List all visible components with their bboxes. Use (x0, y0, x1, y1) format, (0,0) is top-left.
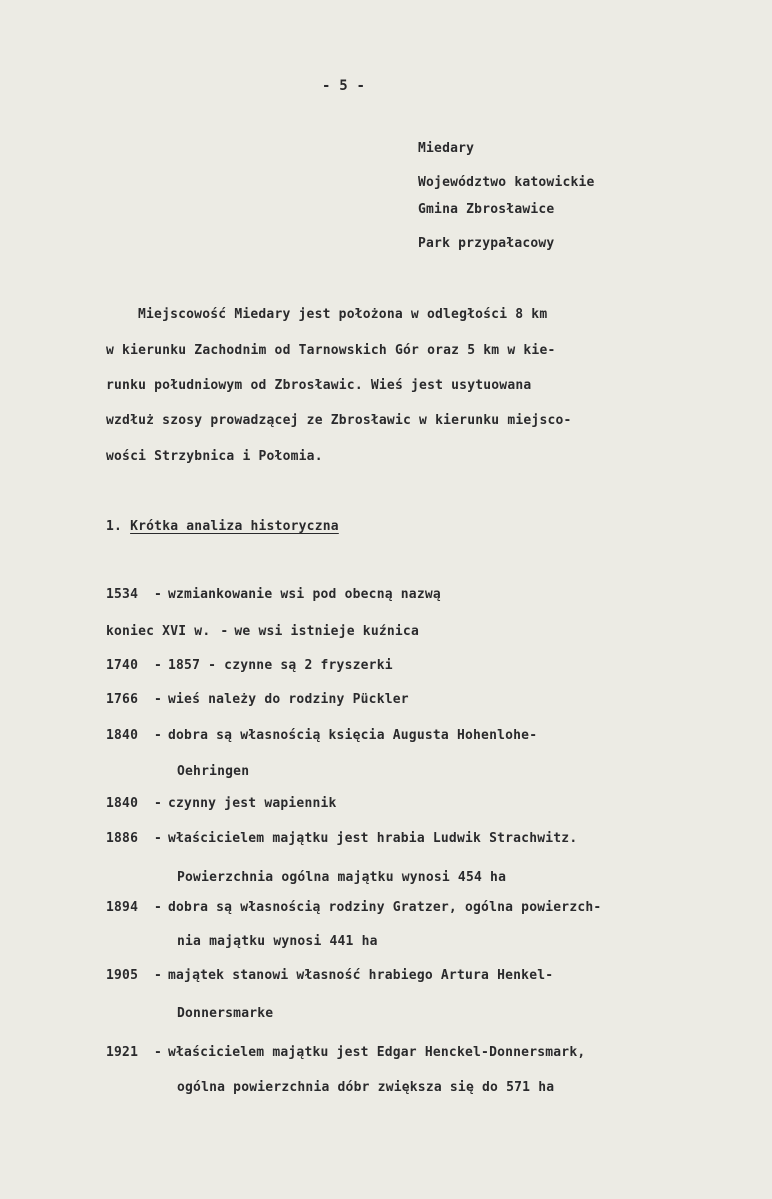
timeline-entry (106, 728, 537, 743)
timeline-text: czynny jest wapiennik (168, 796, 337, 811)
timeline-text-continuation: ogólna powierzchnia dóbr zwiększa się do 571 ha (177, 1080, 555, 1095)
timeline-text-continuation: nia majątku wynosi 441 ha (177, 934, 378, 949)
timeline-entry (106, 796, 337, 811)
timeline-year: 1534 (106, 587, 139, 602)
timeline-entry (106, 900, 601, 915)
timeline-entry (106, 587, 441, 602)
timeline-entry (106, 624, 419, 639)
timeline-dash: - (153, 796, 163, 811)
timeline-text: dobra są własnością księcia Augusta Hohenlohe- (168, 728, 538, 743)
timeline-text: właścicielem majątku jest Edgar Henckel-Donnersmark, (168, 1045, 586, 1060)
header-commune: Gmina Zbrosławice (418, 202, 555, 217)
timeline-entry (106, 692, 409, 707)
timeline-text: we wsi istnieje kuźnica (234, 624, 419, 639)
timeline-year: 1905 (106, 968, 139, 983)
timeline-entry (106, 831, 577, 846)
timeline-year: 1766 (106, 692, 139, 707)
timeline-text: wieś należy do rodziny Pückler (168, 692, 409, 707)
timeline-text: wzmiankowanie wsi pod obecną nazwą (168, 587, 441, 602)
intro-line: w kierunku Zachodnim od Tarnowskich Gór oraz 5 km w kie- (106, 343, 556, 358)
timeline-year: 1894 (106, 900, 139, 915)
timeline-dash: - (153, 968, 163, 983)
timeline-year: 1740 (106, 658, 139, 673)
timeline-entry (106, 1045, 585, 1060)
header-voivodeship: Województwo katowickie (418, 175, 595, 190)
timeline-entry (106, 968, 553, 983)
section-heading (106, 519, 339, 534)
timeline-dash: - (153, 587, 163, 602)
timeline-dash: - (153, 728, 163, 743)
timeline-year: 1921 (106, 1045, 139, 1060)
timeline-text: 1857 - czynne są 2 fryszerki (168, 658, 393, 673)
header-park-type: Park przypałacowy (418, 236, 555, 251)
intro-line: wzdłuż szosy prowadzącej ze Zbrosławic w kierunku miejsco- (106, 413, 572, 428)
timeline-year: koniec XVI w. (106, 624, 211, 639)
timeline-dash: - (153, 831, 163, 846)
timeline-dash: - (153, 900, 163, 915)
section-title: Krótka analiza historyczna (130, 519, 339, 534)
timeline-entry (106, 658, 393, 673)
timeline-dash: - (220, 624, 229, 639)
timeline-text: dobra są własnością rodziny Gratzer, ogólna powierzch- (168, 900, 602, 915)
timeline-text-continuation: Powierzchnia ogólna majątku wynosi 454 ha (177, 870, 507, 885)
timeline-text: majątek stanowi własność hrabiego Artura Henkel- (168, 968, 554, 983)
timeline-dash: - (153, 692, 163, 707)
header-place-name: Miedary (418, 141, 475, 156)
timeline-text-continuation: Oehringen (177, 764, 250, 779)
timeline-text-continuation: Donnersmarke (177, 1006, 274, 1021)
intro-line: wości Strzybnica i Połomia. (106, 449, 323, 464)
intro-line: Miejscowość Miedary jest położona w odległości 8 km (138, 307, 548, 322)
intro-line: runku południowym od Zbrosławic. Wieś jest usytuowana (106, 378, 532, 393)
timeline-year: 1886 (106, 831, 139, 846)
section-number: 1. (106, 519, 123, 534)
timeline-dash: - (153, 1045, 163, 1060)
page-number: - 5 - (322, 78, 366, 94)
timeline-dash: - (153, 658, 163, 673)
timeline-text: właścicielem majątku jest hrabia Ludwik Strachwitz. (168, 831, 578, 846)
timeline-year: 1840 (106, 796, 139, 811)
timeline-year: 1840 (106, 728, 139, 743)
